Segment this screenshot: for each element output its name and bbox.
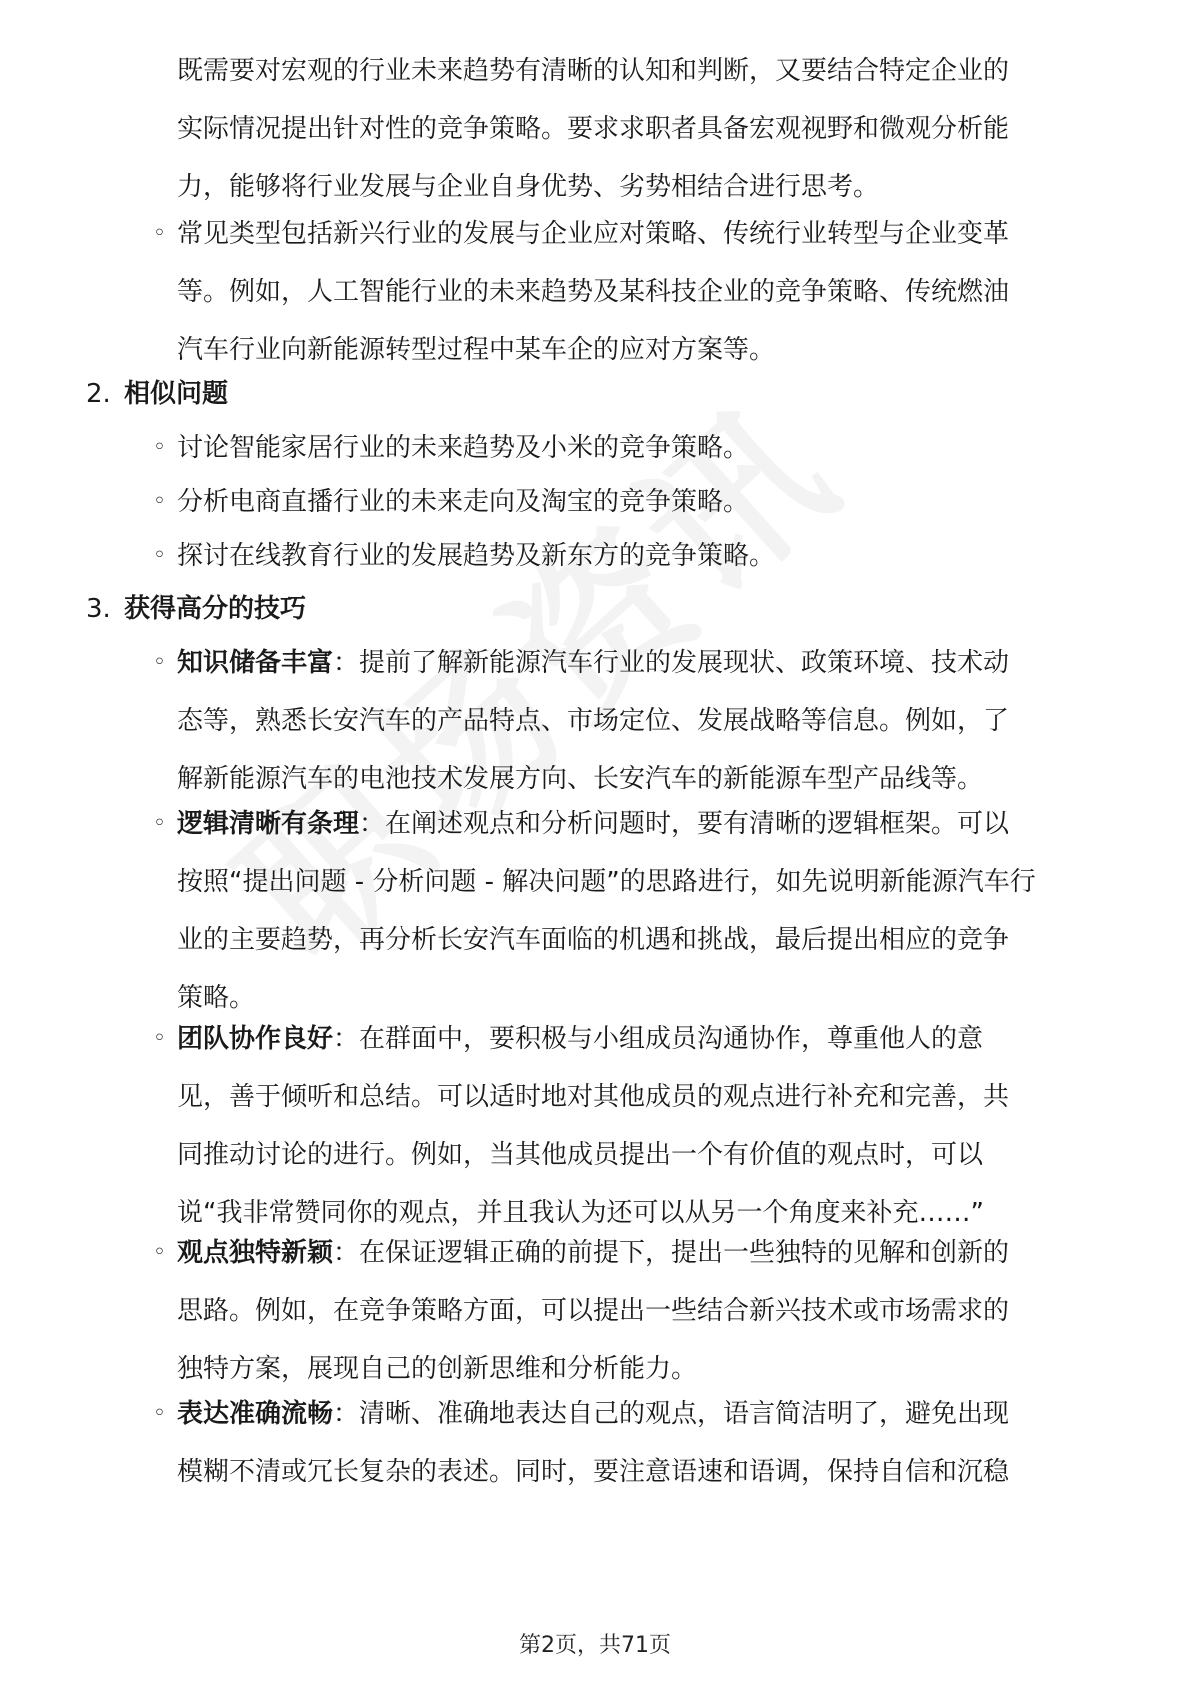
tip-text: ：清晰、准确地表达自己的观点，语言简洁明了，避免出现 <box>333 1399 1010 1429</box>
tip-text: 策略。 <box>177 983 256 1013</box>
page-footer: 第2页，共71页 <box>519 1633 671 1658</box>
tip-text: 模糊不清或冗长复杂的表述。同时，要注意语速和语调，保持自信和沉稳 <box>177 1457 1010 1487</box>
section-heading <box>86 365 228 423</box>
tip-text: 见，善于倾听和总结。可以适时地对其他成员的观点进行补充和完善，共 <box>177 1082 1010 1112</box>
bullet-circle-icon: ◦ <box>153 811 166 836</box>
bullet-circle-icon: ◦ <box>153 435 166 460</box>
list-item-line: 等。例如，人工智能行业的未来趋势及某科技企业的竞争策略、传统燃油 <box>177 277 1010 307</box>
list-item <box>153 1385 1010 1501</box>
tip-label: 观点独特新颖 <box>177 1238 334 1268</box>
section-number: 2. <box>86 379 111 409</box>
section-heading <box>86 580 306 638</box>
section-title: 获得高分的技巧 <box>124 594 307 624</box>
tip-label: 团队协作良好 <box>177 1024 334 1054</box>
intro-paragraph <box>177 42 1009 216</box>
list-item <box>153 634 1010 808</box>
tip-text: 态等，熟悉长安汽车的产品特点、市场定位、发展战略等信息。例如，了 <box>177 706 1010 736</box>
tip-text: ：提前了解新能源汽车行业的发展现状、政策环境、技术动 <box>333 648 1010 678</box>
tip-text: 思路。例如，在竞争策略方面，可以提出一些结合新兴技术或市场需求的 <box>177 1296 1010 1326</box>
section-number: 3. <box>86 594 111 624</box>
tip-text: ：在群面中，要积极与小组成员沟通协作，尊重他人的意 <box>333 1024 984 1054</box>
bullet-circle-icon: ◦ <box>153 1240 166 1265</box>
list-item-line: 讨论智能家居行业的未来趋势及小米的竞争策略。 <box>177 433 750 463</box>
tip-text: 解新能源汽车的电池技术发展方向、长安汽车的新能源车型产品线等。 <box>177 764 984 794</box>
section-title: 相似问题 <box>124 379 229 409</box>
list-item <box>153 205 1010 379</box>
bullet-circle-icon: ◦ <box>153 650 166 675</box>
tip-text: 说“我非常赞同你的观点，并且我认为还可以从另一个角度来补充……” <box>177 1198 984 1228</box>
bullet-circle-icon: ◦ <box>153 543 166 568</box>
tip-label: 知识储备丰富 <box>177 648 334 678</box>
list-item <box>153 473 750 531</box>
bullet-circle-icon: ◦ <box>153 1401 166 1426</box>
bullet-circle-icon: ◦ <box>153 221 166 246</box>
list-item <box>153 527 776 585</box>
tip-text: ：在阐述观点和分析问题时，要有清晰的逻辑框架。可以 <box>359 809 1010 839</box>
list-item <box>153 419 750 477</box>
list-item-line: 分析电商直播行业的未来走向及淘宝的竞争策略。 <box>177 487 750 517</box>
list-item <box>153 795 1036 1027</box>
tip-text: 业的主要趋势，再分析长安汽车面临的机遇和挑战，最后提出相应的竞争 <box>177 925 1010 955</box>
tip-label: 表达准确流畅 <box>177 1399 334 1429</box>
intro-line: 既需要对宏观的行业未来趋势有清晰的认知和判断，又要结合特定企业的 <box>177 56 1010 86</box>
tip-text: 按照“提出问题 - 分析问题 - 解决问题”的思路进行，如先说明新能源汽车行 <box>177 867 1036 897</box>
bullet-circle-icon: ◦ <box>153 1026 166 1051</box>
tip-text: ：在保证逻辑正确的前提下，提出一些独特的见解和创新的 <box>333 1238 1010 1268</box>
list-item <box>153 1010 1010 1242</box>
list-item <box>153 1224 1010 1398</box>
list-item-line: 汽车行业向新能源转型过程中某车企的应对方案等。 <box>177 335 776 365</box>
intro-line: 力，能够将行业发展与企业自身优势、劣势相结合进行思考。 <box>177 172 880 202</box>
intro-line: 实际情况提出针对性的竞争策略。要求求职者具备宏观视野和微观分析能 <box>177 114 1010 144</box>
tip-label: 逻辑清晰有条理 <box>177 809 360 839</box>
tip-text: 同推动讨论的进行。例如，当其他成员提出一个有价值的观点时，可以 <box>177 1140 984 1170</box>
list-item-line: 探讨在线教育行业的发展趋势及新东方的竞争策略。 <box>177 541 776 571</box>
list-item-line: 常见类型包括新兴行业的发展与企业应对策略、传统行业转型与企业变革 <box>177 219 1010 249</box>
bullet-circle-icon: ◦ <box>153 489 166 514</box>
tip-text: 独特方案，展现自己的创新思维和分析能力。 <box>177 1354 698 1384</box>
